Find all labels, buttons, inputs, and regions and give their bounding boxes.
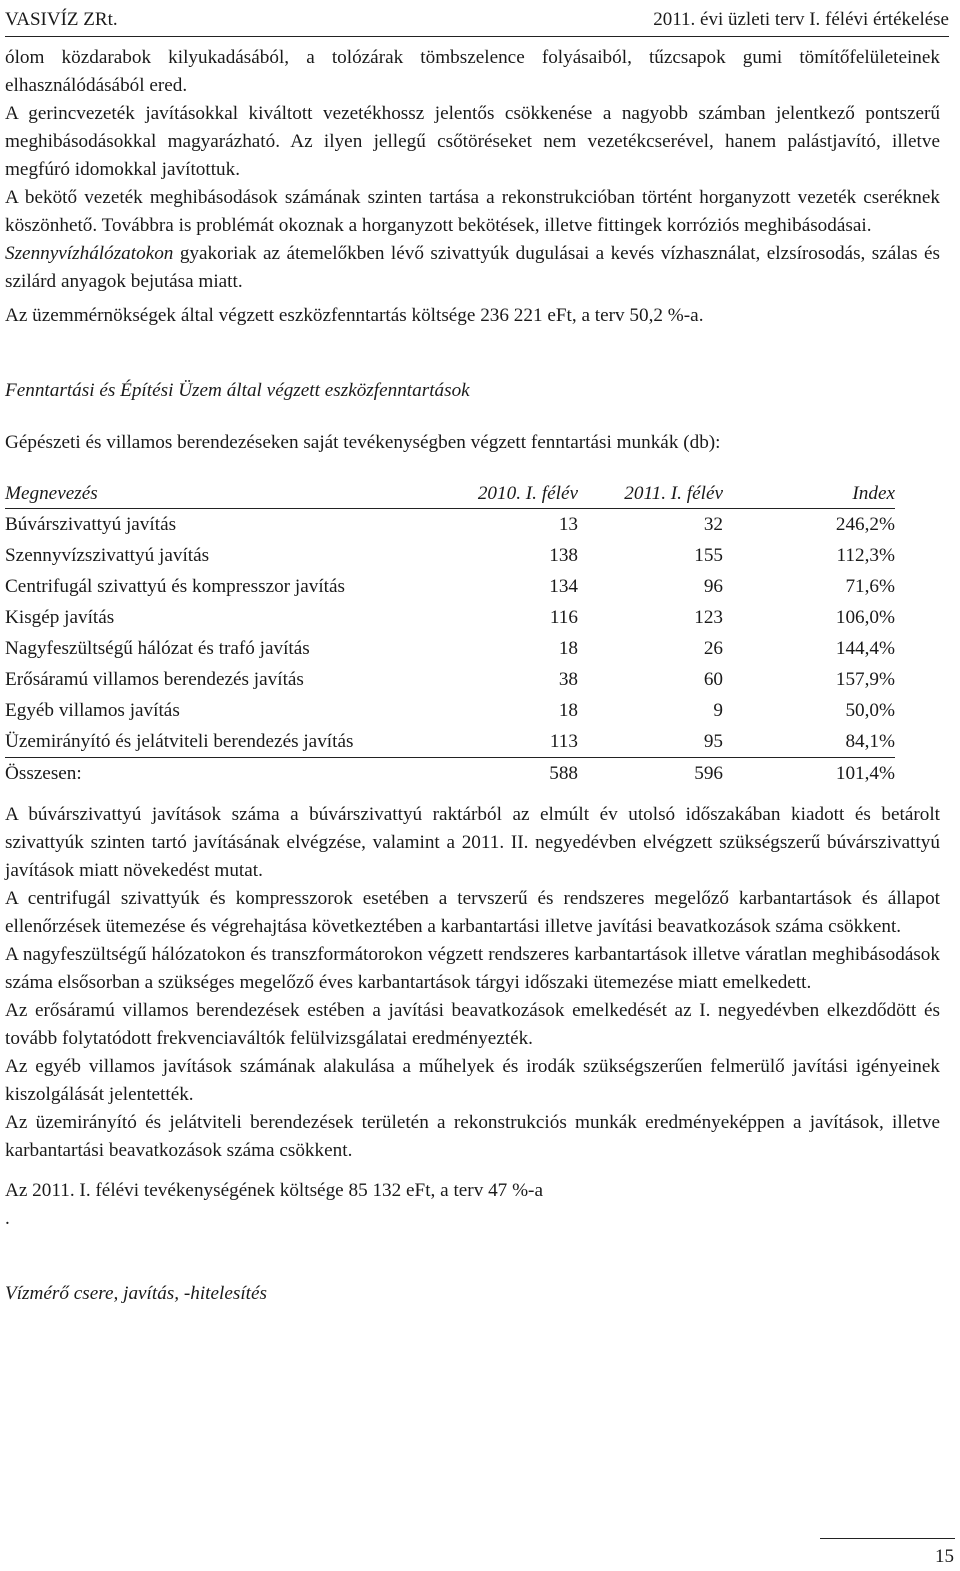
analysis-trailing-dot: . [5,1208,10,1229]
row-2010: 13 [558,513,578,535]
header-name: Megnevezés [5,479,455,509]
analysis-paragraph-1: A búvárszivattyú javítások száma a búvárszivattyú raktárból az elmúlt év utolsó időszakában kiadott és betárolt szivattyúk szinten tartó javításának elvégzése, valamint a 2011. II. negyedévben elvégzett szükségszerű búvárszivattyú javítások miatt növekedést mutat. [5,804,940,881]
analysis-paragraph-3: A nagyfeszültségű hálózatokon és transzformátorokon végzett rendszeres karbantartások illetve váratlan meghibásodások száma elsősorban a szükséges megelőző éves karbantartások tárgyi időszaki ütemezése miatt emelkedett. [5,944,940,993]
total-index: 101,4% [835,762,895,784]
document-title: 2011. évi üzleti terv I. félévi értékelése [653,9,949,30]
maintenance-table [5,479,895,789]
row-2011: 95 [578,726,723,758]
total-label: Összesen: [5,762,82,784]
company-name: VASIVÍZ ZRt. [5,9,118,30]
header-index: Index [723,479,895,509]
sewer-network-term: Szennyvízhálózatokon [5,243,174,264]
row-name: Egyéb villamos javítás [5,699,180,721]
row-2011: 26 [703,637,723,659]
analysis-paragraph-4: Az erősáramú villamos berendezések estében a javítási beavatkozások emelkedését az I. negyedévben elkezdődött és tovább folytatódott frekvenciaváltók felülvizsgálatai eredményezték. [5,1000,940,1049]
row-index: 71,6% [845,575,895,597]
row-name: Nagyfeszültségű hálózat és trafó javítás [5,637,310,659]
row-name: Kisgép javítás [5,606,115,628]
footer-rule [820,1538,955,1539]
row-index: 50,0% [845,699,895,721]
header-2010: 2010. I. félév [455,479,578,509]
analysis-paragraph-2: A centrifugál szivattyúk és kompresszorok esetében a tervszerű és rendszeres megelőző karbantartások és állapot ellenőrzések ütemezése és végrehajtása következtében a karbantartási illetve javítási beavatkozások száma csökkent. [5,888,940,937]
row-2010: 38 [558,668,578,690]
row-2011: 96 [703,575,723,597]
row-2010: 138 [549,544,578,566]
row-name: Búvárszivattyú javítás [5,513,177,535]
section-title-water-meter: Vízmérő csere, javítás, -hitelesítés [5,1283,267,1304]
intro-paragraph-5: Az üzemmérnökségek által végzett eszközfenntartás költsége 236 221 eFt, a terv 50,2 %-a. [5,305,704,326]
row-name: Üzemirányító és jelátviteli berendezés javítás [5,726,455,758]
page-content [5,44,940,1308]
intro-paragraph-2: A gerincvezeték javításokkal kiváltott vezetékhossz jelentős csökkenése a nagyobb számban jelentkező pontszerű meghibásodásokkal magyarázható. Az ilyen jellegű csőtöréseket nem vezetékcserével, hanem palástjavító, illetve megfúró idomokkal javítottuk. [5,103,940,180]
section-title-maintenance: Fenntartási és Építési Üzem által végzett eszközfenntartások [5,380,470,401]
row-name: Erősáramú villamos berendezés javítás [5,668,304,690]
row-2011: 9 [713,699,723,721]
row-2010: 116 [549,606,578,628]
table-row [5,633,895,664]
analysis-paragraph-6: Az üzemirányító és jelátviteli berendezések területén a rekonstrukciós munkák eredményeképpen a javítások, illetve karbantartási beavatkozások száma csökkent. [5,1112,940,1161]
table-row [5,540,895,571]
page-header [5,4,949,37]
row-2010: 18 [558,637,578,659]
total-2010: 588 [549,762,578,784]
table-row [5,726,895,758]
row-2011: 60 [703,668,723,690]
header-2011: 2011. I. félév [578,479,723,509]
table-header-row [5,479,895,509]
row-2010: 113 [455,726,578,758]
page-number: 15 [935,1546,954,1567]
row-2010: 134 [549,575,578,597]
table-row [5,664,895,695]
intro-paragraph-4 [5,240,940,296]
table-row [5,571,895,602]
total-2011: 596 [694,762,723,784]
row-index: 246,2% [835,513,895,535]
row-2011: 155 [694,544,723,566]
row-2011: 123 [694,606,723,628]
row-index: 144,4% [835,637,895,659]
maintenance-lead: Gépészeti és villamos berendezéseken saját tevékenységben végzett fenntartási munkák (db): [5,432,721,453]
row-name: Centrifugál szivattyú és kompresszor javítás [5,575,345,597]
intro-paragraph-3: A bekötő vezeték meghibásodások számának szinten tartása a rekonstrukcióban történt horganyzott vezeték cseréknek köszönhető. Továbbra is problémát okoznak a horganyzott bekötések, illetve fittingek korróziós meghibásodásai. [5,187,940,236]
row-name: Szennyvízszivattyú javítás [5,544,210,566]
table-row [5,509,895,541]
table-total-row [5,758,895,790]
table-row [5,602,895,633]
row-index: 106,0% [835,606,895,628]
analysis-paragraph-5: Az egyéb villamos javítások számának alakulása a műhelyek és irodák szükségszerűen felmerülő javítási igényeinek kiszolgálását jelentették. [5,1056,940,1105]
analysis-cost-summary: Az 2011. I. félévi tevékenységének költsége 85 132 eFt, a terv 47 %-a [5,1180,543,1201]
row-index: 112,3% [836,544,895,566]
table-row [5,695,895,726]
row-2011: 32 [703,513,723,535]
intro-paragraph-4-text: gyakoriak az átemelőkben lévő szivattyúk dugulásai a kevés vízhasználat, elzsírosodás, szálas és szilárd anyagok bejutása miatt. [5,243,940,292]
row-index: 157,9% [835,668,895,690]
row-index: 84,1% [723,726,895,758]
row-2010: 18 [558,699,578,721]
intro-paragraph-1: ólom közdarabok kilyukadásából, a tolózárak tömbszelence folyásaiból, tűzcsapok gumi tömítőfelületeinek elhasználódásából ered. [5,47,940,96]
